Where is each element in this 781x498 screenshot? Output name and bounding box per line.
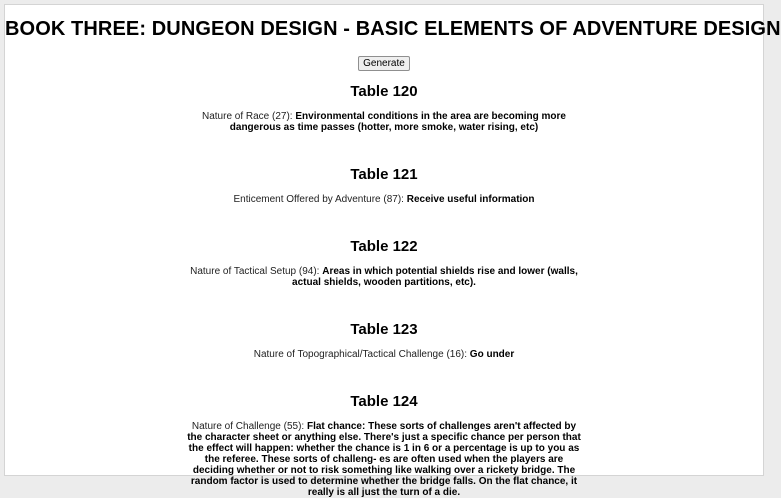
table-entry-result: Flat chance: These sorts of challenges aren't affected by the character sheet or anything else. There's just a specific chance per person that the effect will happen: whether the chance is 1 in 6 or a percentage is up to you as the referee. These sorts of challeng- es are often used when the players are deciding whether or not to risk something like walking over a rickety bridge. The random factor is used to determine whether the bridge falls. On the flat chance, it really is all just the turn of a die. — [187, 421, 581, 498]
table-heading: Table 122 — [350, 238, 418, 255]
table-entry — [184, 194, 584, 205]
table-section-120 — [184, 83, 584, 133]
table-section-124 — [184, 393, 584, 498]
table-section-121 — [184, 166, 584, 205]
table-entry-label: Nature of Challenge (55): — [191, 421, 305, 432]
table-entry-result: Areas in which potential shields rise and lower (walls, actual shields, wooden partitions, etc). — [292, 266, 578, 288]
page-frame — [4, 4, 781, 498]
table-section-123 — [184, 321, 584, 360]
table-entry-result: Receive useful information — [406, 194, 535, 205]
table-entry-label: Enticement Offered by Adventure (87): — [233, 194, 404, 205]
table-heading: Table 121 — [350, 166, 418, 183]
table-entry-result: Environmental conditions in the area are becoming more dangerous as time passes (hotter, more smoke, water rising, etc) — [229, 111, 566, 133]
table-entry-label: Nature of Topographical/Tactical Challenge (16): — [253, 349, 468, 360]
generate-row — [5, 53, 763, 68]
generate-button[interactable]: Generate — [358, 56, 410, 71]
page-title: BOOK THREE: DUNGEON DESIGN - BASIC ELEMENTS OF ADVENTURE DESIGN — [5, 18, 781, 40]
table-entry — [184, 111, 584, 133]
table-heading: Table 123 — [350, 321, 418, 338]
table-entry-label: Nature of Tactical Setup (94): — [190, 266, 320, 277]
table-heading: Table 120 — [350, 83, 418, 100]
table-entry — [184, 349, 584, 360]
table-entry-label: Nature of Race (27): — [201, 111, 293, 122]
table-entry — [184, 266, 584, 288]
table-section-122 — [184, 238, 584, 288]
table-heading: Table 124 — [350, 393, 418, 410]
table-entry-result: Go under — [469, 349, 515, 360]
table-entry — [184, 421, 584, 498]
